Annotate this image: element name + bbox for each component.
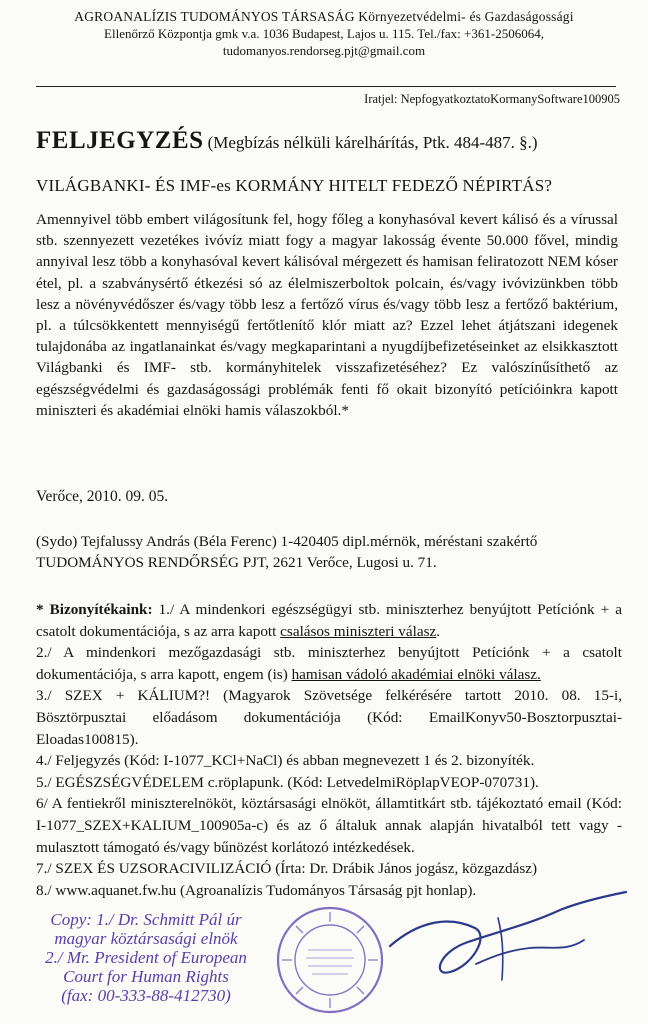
evidence-item-2-text: 2./ A mindenkori mezőgazdasági stb. miniszterhez benyújtott Petíciónk + a csatolt dokumentációja, s arra kapott, engem (is)	[36, 644, 622, 683]
evidence-item-4: 4./ Feljegyzés (Kód: I-1077_KCl+NaCl) és abban megnevezett 1 és 2. bizonyíték.	[36, 752, 535, 770]
document-title	[36, 127, 538, 155]
evidence-item-6: 6/ A fentiekről miniszterelnököt, köztársasági elnököt, államtitkárt stb. tájékoztató email (Kód: I-1077_SZEX+KALIUM_100905a-c) és az ő általuk annak alapján hivatalból tett vagy -mulasztott támogató és/vagy bűnözést korlátozó intézkedések.	[36, 795, 622, 856]
evidence-item-3: 3./ SZEX + KÁLIUM?! (Magyarok Szövetsége felkérésére tartott 2010. 08. 15-i, Bösztörpusztai előadásom dokumentációja (Kód: EmailKonyv50-Bosztorpusztai-Eloadas100815).	[36, 687, 622, 748]
evidence-item-2-underlined: hamisan vádoló akadémiai elnöki válasz.	[291, 665, 541, 683]
date-line: Verőce, 2010. 09. 05.	[36, 488, 169, 505]
header-divider	[36, 86, 616, 87]
body-paragraph: Amennyivel több embert világosítunk fel, hogy főleg a konyhasóval kevert kálisó és a vírussal stb. szennyezett vezetékes ivóvíz miatt fogy a magyar lakosság évente 50.000 fővel, mindig annyival lesz több a konyhasóval kevert kálisóval mérgezett és hamisan feliratozott NEM kóser étel, pl. a szabványsértő étkezési só az élelmiszerboltok polcain, és/vagy ivóvizünkben több lesz a növényvédőszer és/vagy több lesz a fertőző vírus és/vagy több lesz a fertőző baktérium, pl. a túlcsökkentett mennyiségű fertőtlenítő klór miatt az? Ezzel lehet átjátszani idegenek tulajdonába az ingatlanainkat és/vagy megkaparintani a nyugdíjbefizetéseinket az elsikkasztott Világbanki és IMF- stb. kormányhitelek visszafizetéséhez? Ez valószínűsíthető az egészségvédelmi és gazdaságossági problémák fenti fő okait bizonyító petícióinkra kapott miniszteri és akadémiai elnöki hamis válaszokból.*	[36, 211, 618, 419]
author-block	[36, 531, 626, 573]
headline: VILÁGBANKI- ÉS IMF-es KORMÁNY HITELT FEDEZŐ NÉPIRTÁS?	[36, 176, 553, 195]
letterhead-email: tudomanyos.rendorseg.pjt@gmail.com	[222, 43, 426, 58]
evidence-item-1-text: 1./ A mindenkori egészségügyi stb. miniszterhez benyújtott Petíciónk + a csatolt dokumentációja, s az arra kapott	[36, 601, 622, 640]
copy-line-1: Copy: 1./ Dr. Schmitt Pál úr	[50, 910, 242, 929]
copy-line-2: magyar köztársasági elnök	[54, 929, 238, 948]
evidence-item-1	[36, 599, 622, 642]
copy-line-5: (fax: 00-333-88-412730)	[61, 986, 231, 1005]
author-org-line: TUDOMÁNYOS RENDŐRSÉG PJT, 2621 Verőce, Lugosi u. 71.	[36, 554, 437, 571]
author-line: (Sydo) Tejfalussy András (Béla Ferenc) 1-420405 dipl.mérnök, méréstani szakértő	[36, 533, 538, 550]
title-subtitle: (Megbízás nélküli kárelhárítás, Ptk. 484-487. §.)	[207, 133, 538, 152]
evidence-label: * Bizonyítékaink:	[36, 601, 153, 618]
round-seal-icon	[270, 900, 390, 1020]
copy-recipients	[16, 910, 276, 1005]
handwritten-signature	[380, 880, 630, 1000]
evidence-item-5: 5./ EGÉSZSÉGVÉDELEM c.röplapunk. (Kód: LetvedelmiRöplapVEOP-070731).	[36, 773, 539, 791]
letterhead	[0, 8, 648, 59]
evidence-item-8: 8./ www.aquanet.fw.hu (Agroanalízis Tudományos Társaság pjt honlap).	[36, 881, 477, 899]
evidence-item-2	[36, 642, 622, 685]
copy-line-4: Court for Human Rights	[63, 967, 229, 986]
letterhead-org: AGROANALÍZIS TUDOMÁNYOS TÁRSASÁG Környezetvédelmi- és Gazdaságossági	[74, 9, 574, 24]
evidence-item-1-end: .	[436, 622, 441, 640]
evidence-list	[36, 599, 622, 901]
reference-code: Iratjel: NepfogyatkoztatoKormanySoftware100905	[364, 92, 620, 106]
copy-line-3: 2./ Mr. President of European	[45, 948, 247, 967]
title-main: FELJEGYZÉS	[36, 127, 204, 154]
evidence-item-1-underlined: csalásos miniszteri válasz	[280, 622, 437, 640]
evidence-item-7: 7./ SZEX ÉS UZSORACIVILIZÁCIÓ (Írta: Dr. Drábik János jogász, közgazdász)	[36, 860, 538, 878]
letterhead-address: Ellenőrző Központja gmk v.a. 1036 Budapest, Lajos u. 115. Tel./fax: +361-2506064,	[104, 26, 544, 41]
